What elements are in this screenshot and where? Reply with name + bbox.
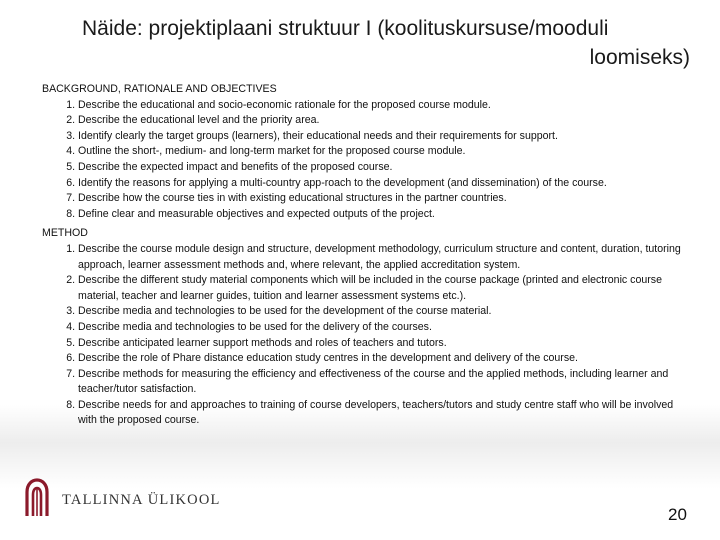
slide-content bbox=[42, 82, 692, 429]
section-heading-method: METHOD bbox=[42, 227, 88, 240]
list-item: 5. Describe anticipated learner support methods and roles of teachers and tutors. bbox=[78, 336, 692, 352]
list-item: 2. Describe the different study material components which will be included in the course package (printed and electronic course material, teacher and learner guides, tuition and learner assessment systems etc.). bbox=[78, 273, 692, 304]
list-item: 5. Describe the expected impact and benefits of the proposed course. bbox=[78, 160, 692, 176]
list-item: 7. Describe how the course ties in with existing educational structures in the partner countries. bbox=[78, 191, 692, 207]
list-item: 4. Describe media and technologies to be used for the delivery of the courses. bbox=[78, 320, 692, 336]
list-item: 3. Identify clearly the target groups (learners), their educational needs and their requirements for support. bbox=[78, 129, 692, 145]
slide-title-line-1: Näide: projektiplaani struktuur I (koolituskursuse/mooduli bbox=[82, 17, 609, 40]
tallinn-university-emblem-icon bbox=[24, 478, 50, 518]
slide-title-line-2: loomiseks) bbox=[589, 46, 690, 69]
page-number: 20 bbox=[668, 505, 687, 524]
university-logo bbox=[24, 478, 234, 522]
list-item: 2. Describe the educational level and the priority area. bbox=[78, 113, 692, 129]
list-item: 4. Outline the short-, medium- and long-term market for the proposed course module. bbox=[78, 144, 692, 160]
list-item: 6. Identify the reasons for applying a multi-country app-roach to the development (and dissemination) of the course. bbox=[78, 176, 692, 192]
list-item: 8. Define clear and measurable objectives and expected outputs of the project. bbox=[78, 207, 692, 223]
slide-title bbox=[60, 14, 690, 72]
list-item: 1. Describe the course module design and structure, development methodology, curriculum structure and content, duration, tutoring approach, learner assessment methods and, where relevant, the applied accreditation system. bbox=[78, 242, 692, 273]
background-list bbox=[42, 98, 692, 223]
list-item: 7. Describe methods for measuring the efficiency and effectiveness of the course and the applied methods, including learner and teacher/tutor satisfaction. bbox=[78, 367, 692, 398]
method-list bbox=[42, 242, 692, 429]
section-heading-background: BACKGROUND, RATIONALE AND OBJECTIVES bbox=[42, 83, 277, 95]
university-name: TALLINNA ÜLIKOOL bbox=[62, 492, 221, 508]
list-item: 8. Describe needs for and approaches to training of course developers, teachers/tutors and study centre staff who will be involved with the proposed course. bbox=[78, 398, 692, 429]
list-item: 1. Describe the educational and socio-economic rationale for the proposed course module. bbox=[78, 98, 692, 114]
list-item: 6. Describe the role of Phare distance education study centres in the development and delivery of the course. bbox=[78, 351, 692, 367]
list-item: 3. Describe media and technologies to be used for the development of the course material. bbox=[78, 304, 692, 320]
